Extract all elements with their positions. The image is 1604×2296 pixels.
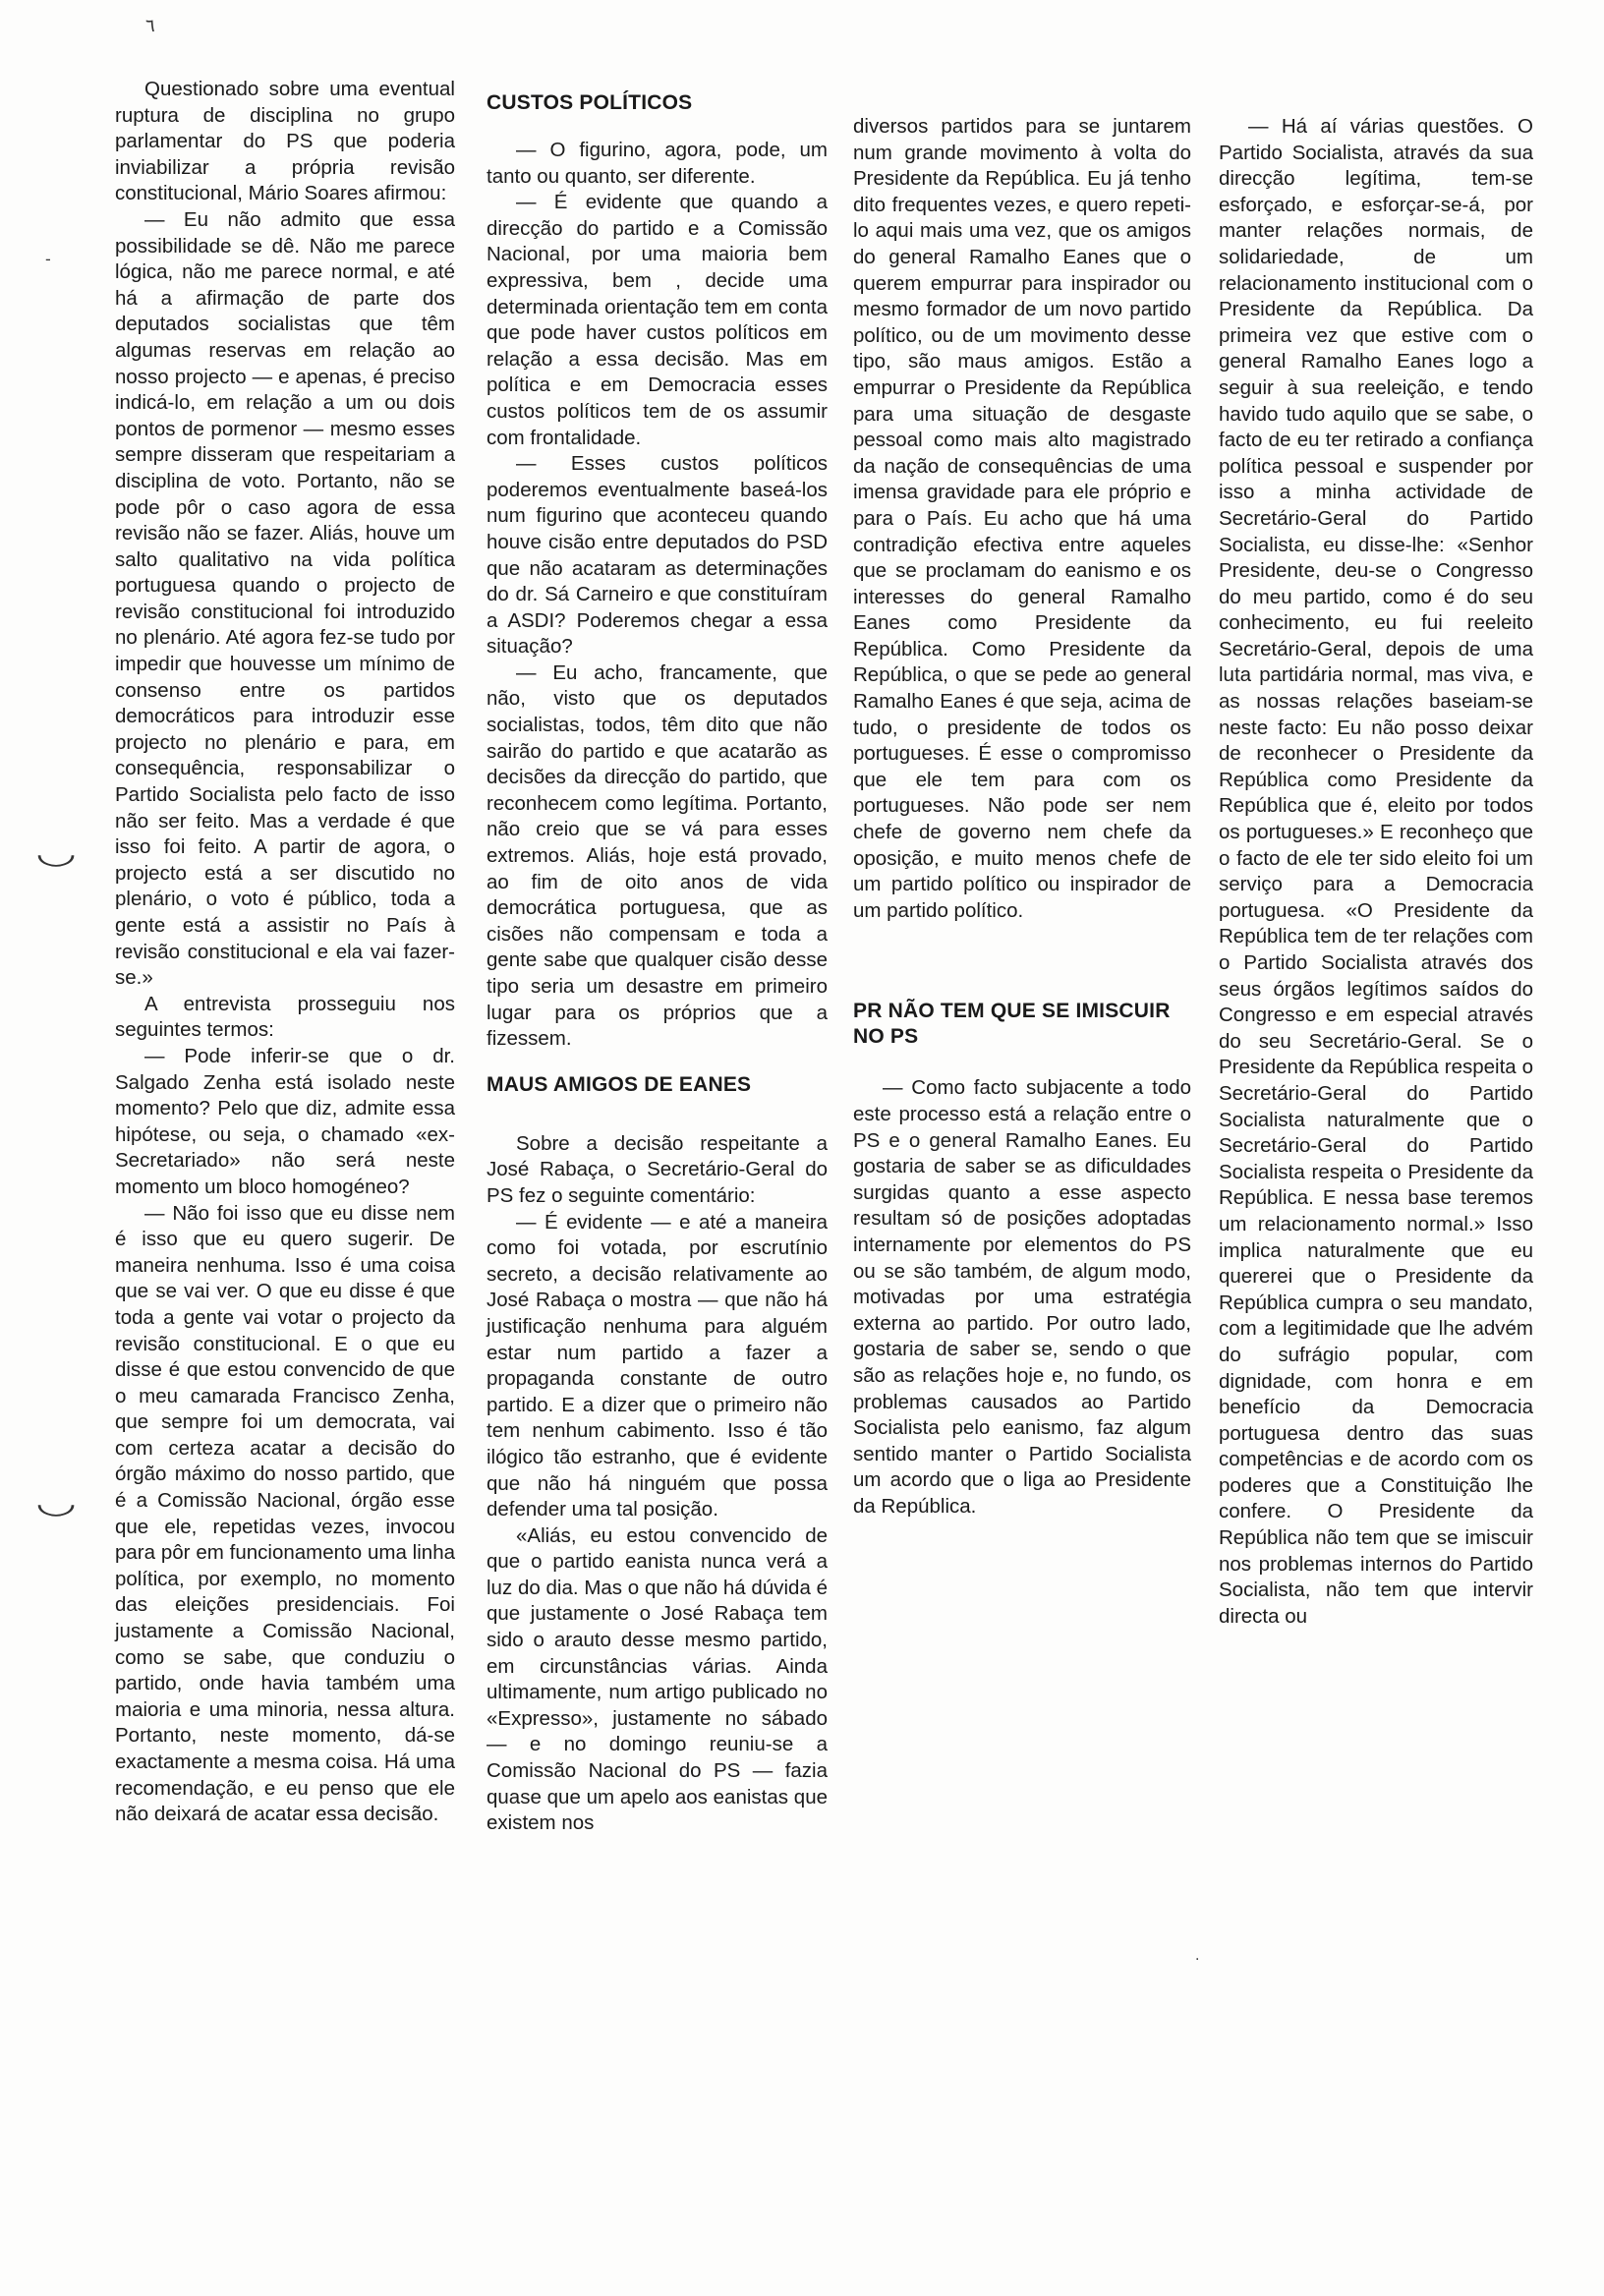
scan-mark: · bbox=[1195, 1952, 1200, 1968]
paragraph: «Aliás, eu estou convencido de que o partido eanista nunca verá a luz do dia. Mas o que não há dúvida é que justamente o José Rabaça tem sido o arauto desse mesmo partido, em circunstâncias várias. Ainda ultimamente, num artigo publicado no «Expresso», justamente no sábado — e no domingo reuniu-se a Comissão Nacional do PS — fazia quase que um apelo aos eanistas que existem nos bbox=[487, 1523, 828, 1835]
article-column-1 bbox=[115, 77, 455, 1828]
article-column-4 bbox=[1219, 114, 1533, 1630]
paragraph: — Esses custos políticos poderemos eventualmente baseá-los num figurino que aconteceu quando houve cisão entre deputados do PSD que não acataram as determinações do dr. Sá Carneiro e que constituíram a ASDI? Poderemos chegar a essa situação? bbox=[487, 452, 828, 659]
article-column-2 bbox=[487, 77, 828, 1837]
paragraph: — É evidente que quando a direcção do partido e a Comissão Nacional, por uma maioria bem expressiva, bem , decide uma determinada orientação tem em conta que pode haver custos políticos em relação a essa decisão. Mas em política e em Democracia esses custos políticos tem de os assumir com frontalidade. bbox=[487, 191, 828, 449]
section-heading: MAUS AMIGOS DE EANES bbox=[487, 1072, 752, 1096]
paragraph: — Pode inferir-se que o dr. Salgado Zenha está isolado neste momento? Pelo que diz, admite essa hipótese, ou seja, o chamado «ex-Secretariado» não será neste momento um bloco homogéneo? bbox=[115, 1044, 455, 1198]
scan-mark: ◡ bbox=[35, 1486, 78, 1521]
paragraph: diversos partidos para se juntarem num grande movimento à volta do Presidente da República. Eu já tenho dito frequentes vezes, e quero repeti-lo aqui mais uma vez, que os amigos do general Ramalho Eanes que o querem empurrar para inspirador ou mesmo formador de um novo partido político, ou de um movimento desse tipo, são maus amigos. Estão a empurrar o Presidente da República para uma situação de desgaste pessoal como mais alto magistrado da nação de consequências de uma imensa gravidade para ele próprio e para o País. Eu acho que há uma contradição efectiva entre aqueles que se proclamam do eanismo e os interesses do general Ramalho Eanes como Presidente da República. Como Presidente da República, o que se pede ao general Ramalho Eanes é que seja, acima de tudo, o presidente de todos os portugueses. É esse o compromisso que ele tem para com os portugueses. Não pode ser nem chefe de governo nem chefe da oposição, e muito menos chefe de um partido político ou inspirador de um partido político. bbox=[853, 115, 1191, 922]
paragraph: Sobre a decisão respeitante a José Rabaça, o Secretário-Geral do PS fez o seguinte comentário: bbox=[487, 1131, 828, 1207]
article-column-3 bbox=[853, 114, 1191, 1521]
paragraph: — Como facto subjacente a todo este processo está a relação entre o PS e o general Ramalho Eanes. Eu gostaria de saber se as dificuldades surgidas quanto a esse aspecto resultam só de posições adoptadas internamente por elementos do PS ou se são também, de algum modo, motivadas por uma estratégia externa ao partido. Por outro lado, gostaria de saber se, sendo o que são as relações hoje e, no fundo, os problemas causados ao Partido Socialista pelo eanismo, faz algum sentido manter o Partido Socialista um acordo que o liga ao Presidente da República. bbox=[853, 1076, 1191, 1518]
scan-mark: ٦ bbox=[145, 16, 155, 36]
paragraph: — Eu acho, francamente, que não, visto que os deputados socialistas, todos, têm dito que não sairão do partido e que acatarão as decisões da direcção do partido, que reconhecem como legítima. Portanto, não creio que se vá para esses extremos. Aliás, hoje está provado, ao fim de oito anos de vida democrática portuguesa, que as cisões não compensam e toda a gente sabe que qualquer cisão desse tipo seria um desastre em primeiro lugar para os próprios que a fizessem. bbox=[487, 660, 828, 1051]
section-heading: CUSTOS POLÍTICOS bbox=[487, 91, 693, 114]
scan-mark: ◡ bbox=[35, 836, 78, 871]
section-heading: PR NÃO TEM QUE SE IMISCUIR NO PS bbox=[853, 1000, 1171, 1049]
paragraph: — É evidente — e até a maneira como foi votada, por escrutínio secreto, a decisão relativamente ao José Rabaça o mostra — que não há justificação nenhuma para alguém estar num partido a fazer a propaganda constante de outro partido. E a dizer que o primeiro não tem nenhum cabimento. Isso é tão ilógico tão estranho, que é evidente que não há ninguém que possa defender uma tal posição. bbox=[487, 1210, 828, 1521]
paragraph: — Há aí várias questões. O Partido Socialista, através da sua direcção legítima, tem-se esforçado, e esforçar-se-á, por manter relações normais, de solidariedade, de um relacionamento institucional com o Presidente da República. Da primeira vez que estive com o general Ramalho Eanes logo a seguir à sua reeleição, e tendo havido tudo aquilo que se sabe, o facto de eu ter retirado a confiança política pessoal e suspender por isso a minha actividade de Secretário-Geral do Partido Socialista, eu disse-lhe: «Senhor Presidente, deu-se o Congresso do meu partido, como é do seu conhecimento, eu fui reeleito Secretário-Geral, depois de uma luta partidária normal, mas viva, e as nossas relações baseiam-se neste facto: Eu não posso deixar de reconhecer o Presidente da República como Presidente da República que é, eleito por todos os portugueses.» E reconheço que o facto de ele ter sido eleito foi um serviço para a Democracia portuguesa. «O Presidente da República tem de ter relações com o Partido Socialista através dos seus órgãos legítimos saídos do Congresso e em especial através do seu Secretário-Geral. Se o Presidente da República respeita o Secretário-Geral do Partido Socialista naturalmente que o Secretário-Geral do Partido Socialista respeita o Presidente da República. E nessa base teremos um relacionamento normal.» Isso implica naturalmente que eu quererei que o Presidente da República cumpra o seu mandato, com a legitimidade que lhe advém do sufrágio popular, com dignidade, com honra e em benefício da Democracia portuguesa dentro das suas competências e de acordo com os poderes que a Constituição lhe confere. O Presidente da República não tem que se imiscuir nos problemas internos do Partido Socialista, não tem que intervir directa ou bbox=[1219, 115, 1533, 1628]
paragraph: — O figurino, agora, pode, um tanto ou quanto, ser diferente. bbox=[487, 139, 828, 188]
paragraph: Questionado sobre uma eventual ruptura de disciplina no grupo parlamentar do PS que poderia inviabilizar a própria revisão constitucional, Mário Soares afirmou: bbox=[115, 78, 455, 205]
paragraph: — Eu não admito que essa possibilidade se dê. Não me parece lógica, não me parece normal, e até há a afirmação de parte dos deputados socialistas que têm algumas reservas em relação ao nosso projecto — e apenas, é preciso indicá-lo, em relação a um ou dois pontos de pormenor — mesmo esses sempre disseram que respeitariam a disciplina de voto. Portanto, não se pode pôr o caso agora de essa revisão não se fazer. Aliás, houve um salto qualitativo na vida política portuguesa quando o projecto de revisão constitucional foi introduzido no plenário. Até agora fez-se tudo por impedir que houvesse um mínimo de consenso entre os partidos democráticos para introduzir esse projecto no plenário e para, em consequência, responsabilizar o Partido Socialista pelo facto de isso não ser feito. Mas a verdade é que isso foi feito. A partir de agora, o projecto está a ser discutido no plenário, o voto é público, toda a gente está a assistir no País à revisão constitucional e ela vai fazer-se.» bbox=[115, 207, 455, 990]
paragraph: A entrevista prosseguiu nos seguintes termos: bbox=[115, 992, 455, 1042]
paragraph: — Não foi isso que eu disse nem é isso que eu quero sugerir. De maneira nenhuma. Isso é uma coisa que se vai ver. O que eu disse é que toda a gente vai votar o projecto da revisão constitucional. E o que eu disse é que estou convencido de que o meu camarada Francisco Zenha, que sempre foi um democrata, vai com certeza acatar a decisão do órgão máximo do nosso partido, que é a Comissão Nacional, órgão esse que ele, repetidas vezes, invocou para pôr em funcionamento uma linha política, por exemplo, no momento das eleições presidenciais. Foi justamente a Comissão Nacional, como se sabe, que conduziu o partido, onde havia também uma maioria e uma minoria, nessa altura. Portanto, neste momento, dá-se exactamente a mesma coisa. Há uma recomendação, e eu penso que ele não deixará de acatar essa decisão. bbox=[115, 1201, 455, 1826]
scan-mark: - bbox=[45, 250, 51, 268]
